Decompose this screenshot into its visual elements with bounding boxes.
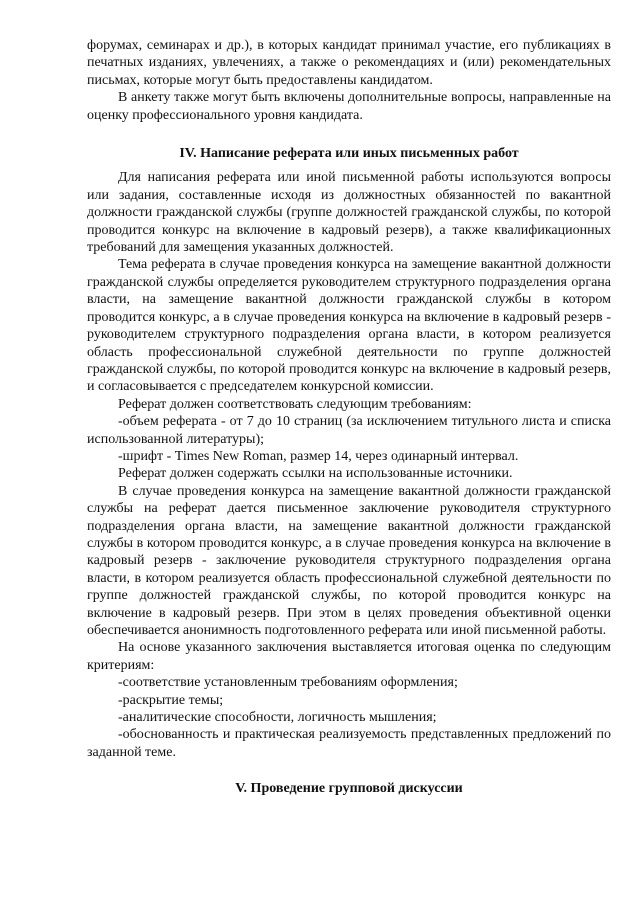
document-page	[87, 37, 611, 798]
list-item-analytical: -аналитические способности, логичность мышления;	[118, 710, 437, 726]
paragraph-references: Реферат должен содержать ссылки на использованные источники.	[118, 466, 513, 482]
paragraph-additional-questions: В анкету также могут быть включены дополнительные вопросы, направленные на оценку профессионального уровня кандидата.	[87, 90, 611, 123]
paragraph-candidate-info: форумах, семинарах и др.), в которых кандидат принимал участие, его публикациях в печатных изданиях, увлечениях, а также о рекомендациях и (или) рекомендательных письмах, которые могут быть предоставлены кандидатом.	[87, 38, 611, 88]
paragraph-written-conclusion: В случае проведения конкурса на замещение вакантной должности гражданской службы на реферат дается письменное заключение руководителя структурного подразделения органа власти, на замещение вакантной должности гражданской службы в котором проводится конкурс, а в случае проведения конкурса на включение в кадровый резерв - заключение руководителя структурного подразделения органа власти, в котором реализуется область профессиональной служебной деятельности по группе должностей гражданской службы, по которой проводится конкурс на включение в кадровый резерв. При этом в целях проведения объективной оценки обеспечивается анонимность подготовленного реферата или иной письменной работы.	[87, 483, 611, 638]
section-heading-4: IV. Написание реферата или иных письменных работ	[179, 146, 519, 162]
section-heading-5: V. Проведение групповой дискуссии	[235, 781, 463, 797]
list-item-font: -шрифт - Times New Roman, размер 14, через одинарный интервал.	[118, 448, 519, 464]
list-item-volume: -объем реферата - от 7 до 10 страниц (за исключением титульного листа и списка использованной литературы);	[87, 414, 611, 447]
paragraph-essay-questions: Для написания реферата или иной письменной работы используются вопросы или задания, составленные исходя из должностных обязанностей по вакантной должности гражданской службы (группе должностей гражданской службы, по которой проводится конкурс на включение в кадровый резерв), а также квалификационных требований для замещения указанных должностей.	[87, 170, 611, 256]
list-item-topic-coverage: -раскрытие темы;	[118, 692, 224, 708]
paragraph-requirements-intro: Реферат должен соответствовать следующим требованиям:	[118, 396, 472, 412]
list-item-feasibility: -обоснованность и практическая реализуемость представленных предложений по заданной теме.	[87, 727, 611, 760]
paragraph-essay-topic: Тема реферата в случае проведения конкурса на замещение вакантной должности гражданской службы определяется руководителем структурного подразделения органа власти, на замещение вакантной должности гражданской службы в котором проводится конкурс, а в случае проведения конкурса на включение в кадровый резерв - руководителем структурного подразделения органа власти, в котором реализуется область профессиональной служебной деятельности по группе должностей гражданской службы, по которой проводится конкурс на включение в кадровый резерв, и согласовывается с председателем конкурсной комиссии.	[87, 257, 611, 395]
list-item-compliance: -соответствие установленным требованиям оформления;	[118, 675, 458, 691]
paragraph-criteria-intro: На основе указанного заключения выставляется итоговая оценка по следующим критериям:	[87, 640, 611, 673]
